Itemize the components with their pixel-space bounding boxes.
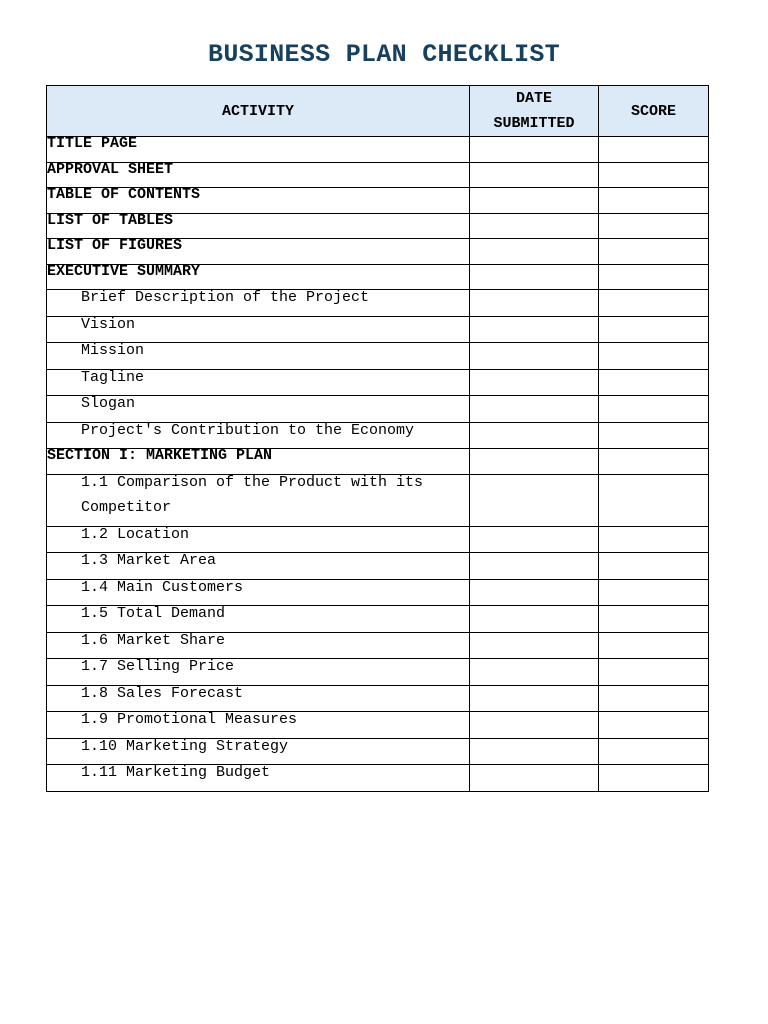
activity-label: TABLE OF CONTENTS xyxy=(47,186,201,203)
table-row xyxy=(47,162,709,188)
table-row xyxy=(47,765,709,792)
date-submitted-cell xyxy=(470,553,599,580)
date-submitted-cell xyxy=(470,213,599,239)
date-submitted-cell xyxy=(470,632,599,659)
score-header: SCORE xyxy=(599,86,709,137)
date-submitted-cell xyxy=(470,712,599,739)
activity-label: EXECUTIVE SUMMARY xyxy=(47,262,201,280)
date-submitted-cell xyxy=(470,343,599,370)
activity-label: SECTION I: MARKETING PLAN xyxy=(47,447,273,464)
table-row xyxy=(47,422,709,449)
activity-cell xyxy=(47,188,470,214)
date-submitted-cell xyxy=(470,422,599,449)
activity-label: LIST OF FIGURES xyxy=(47,237,183,254)
date-submitted-header-line1: DATE xyxy=(515,90,552,107)
date-submitted-header-line2: SUBMITTED xyxy=(493,115,575,132)
score-cell xyxy=(599,712,709,739)
date-submitted-cell xyxy=(470,526,599,553)
date-submitted-cell xyxy=(470,659,599,686)
checklist-table xyxy=(46,85,709,792)
score-cell xyxy=(599,449,709,475)
score-cell xyxy=(599,659,709,686)
score-cell xyxy=(599,162,709,188)
date-submitted-cell xyxy=(470,264,599,290)
activity-label: 1.1 Comparison of the Product with its Competitor xyxy=(81,473,424,516)
score-cell xyxy=(599,396,709,423)
score-cell xyxy=(599,239,709,265)
activity-label: TITLE PAGE xyxy=(47,135,138,152)
activity-header: ACTIVITY xyxy=(47,86,470,137)
activity-cell xyxy=(47,474,470,526)
activity-label: 1.3 Market Area xyxy=(81,552,217,569)
activity-label: Vision xyxy=(81,315,136,333)
score-cell xyxy=(599,526,709,553)
score-cell xyxy=(599,553,709,580)
table-row xyxy=(47,239,709,265)
score-cell xyxy=(599,137,709,163)
score-cell xyxy=(599,765,709,792)
activity-label: Tagline xyxy=(81,368,145,386)
score-cell xyxy=(599,369,709,396)
activity-label: LIST OF TABLES xyxy=(47,211,174,229)
score-cell xyxy=(599,606,709,633)
date-submitted-cell xyxy=(470,316,599,343)
score-cell xyxy=(599,188,709,214)
activity-cell xyxy=(47,213,470,239)
activity-label: Mission xyxy=(81,342,145,359)
date-submitted-cell xyxy=(470,474,599,526)
header-row xyxy=(47,86,709,137)
table-row xyxy=(47,137,709,163)
score-cell xyxy=(599,343,709,370)
activity-cell xyxy=(47,137,470,163)
activity-cell xyxy=(47,422,470,449)
date-submitted-cell xyxy=(470,685,599,712)
activity-label: APPROVAL SHEET xyxy=(47,160,174,178)
score-cell xyxy=(599,422,709,449)
activity-cell xyxy=(47,239,470,265)
activity-label: 1.8 Sales Forecast xyxy=(81,684,244,702)
date-submitted-cell xyxy=(470,290,599,317)
date-submitted-cell xyxy=(470,449,599,475)
score-cell xyxy=(599,264,709,290)
activity-label: 1.11 Marketing Budget xyxy=(81,764,271,781)
score-cell xyxy=(599,474,709,526)
date-submitted-cell xyxy=(470,137,599,163)
activity-cell xyxy=(47,765,470,792)
score-cell xyxy=(599,213,709,239)
date-submitted-cell xyxy=(470,369,599,396)
date-submitted-cell xyxy=(470,579,599,606)
date-submitted-cell xyxy=(470,738,599,765)
score-cell xyxy=(599,632,709,659)
score-cell xyxy=(599,579,709,606)
activity-label: 1.2 Location xyxy=(81,525,190,543)
table-row xyxy=(47,474,709,526)
score-cell xyxy=(599,738,709,765)
activity-label: Brief Description of the Project xyxy=(81,289,370,306)
score-cell xyxy=(599,685,709,712)
score-cell xyxy=(599,316,709,343)
activity-label: 1.6 Market Share xyxy=(81,631,226,649)
date-submitted-cell xyxy=(470,606,599,633)
activity-label: Project's Contribution to the Economy xyxy=(81,421,415,439)
date-submitted-cell xyxy=(470,188,599,214)
table-row xyxy=(47,188,709,214)
activity-label: 1.7 Selling Price xyxy=(81,658,235,675)
date-submitted-header xyxy=(470,86,599,137)
date-submitted-cell xyxy=(470,162,599,188)
checklist-body xyxy=(47,137,709,792)
date-submitted-cell xyxy=(470,239,599,265)
score-cell xyxy=(599,290,709,317)
table-row xyxy=(47,213,709,239)
date-submitted-cell xyxy=(470,396,599,423)
activity-label: 1.5 Total Demand xyxy=(81,605,226,622)
activity-label: 1.4 Main Customers xyxy=(81,578,244,596)
document-title: BUSINESS PLAN CHECKLIST xyxy=(208,40,560,69)
date-submitted-cell xyxy=(470,765,599,792)
activity-label: 1.9 Promotional Measures xyxy=(81,711,298,728)
activity-label: Slogan xyxy=(81,395,136,412)
activity-label: 1.10 Marketing Strategy xyxy=(81,737,289,755)
activity-cell xyxy=(47,162,470,188)
